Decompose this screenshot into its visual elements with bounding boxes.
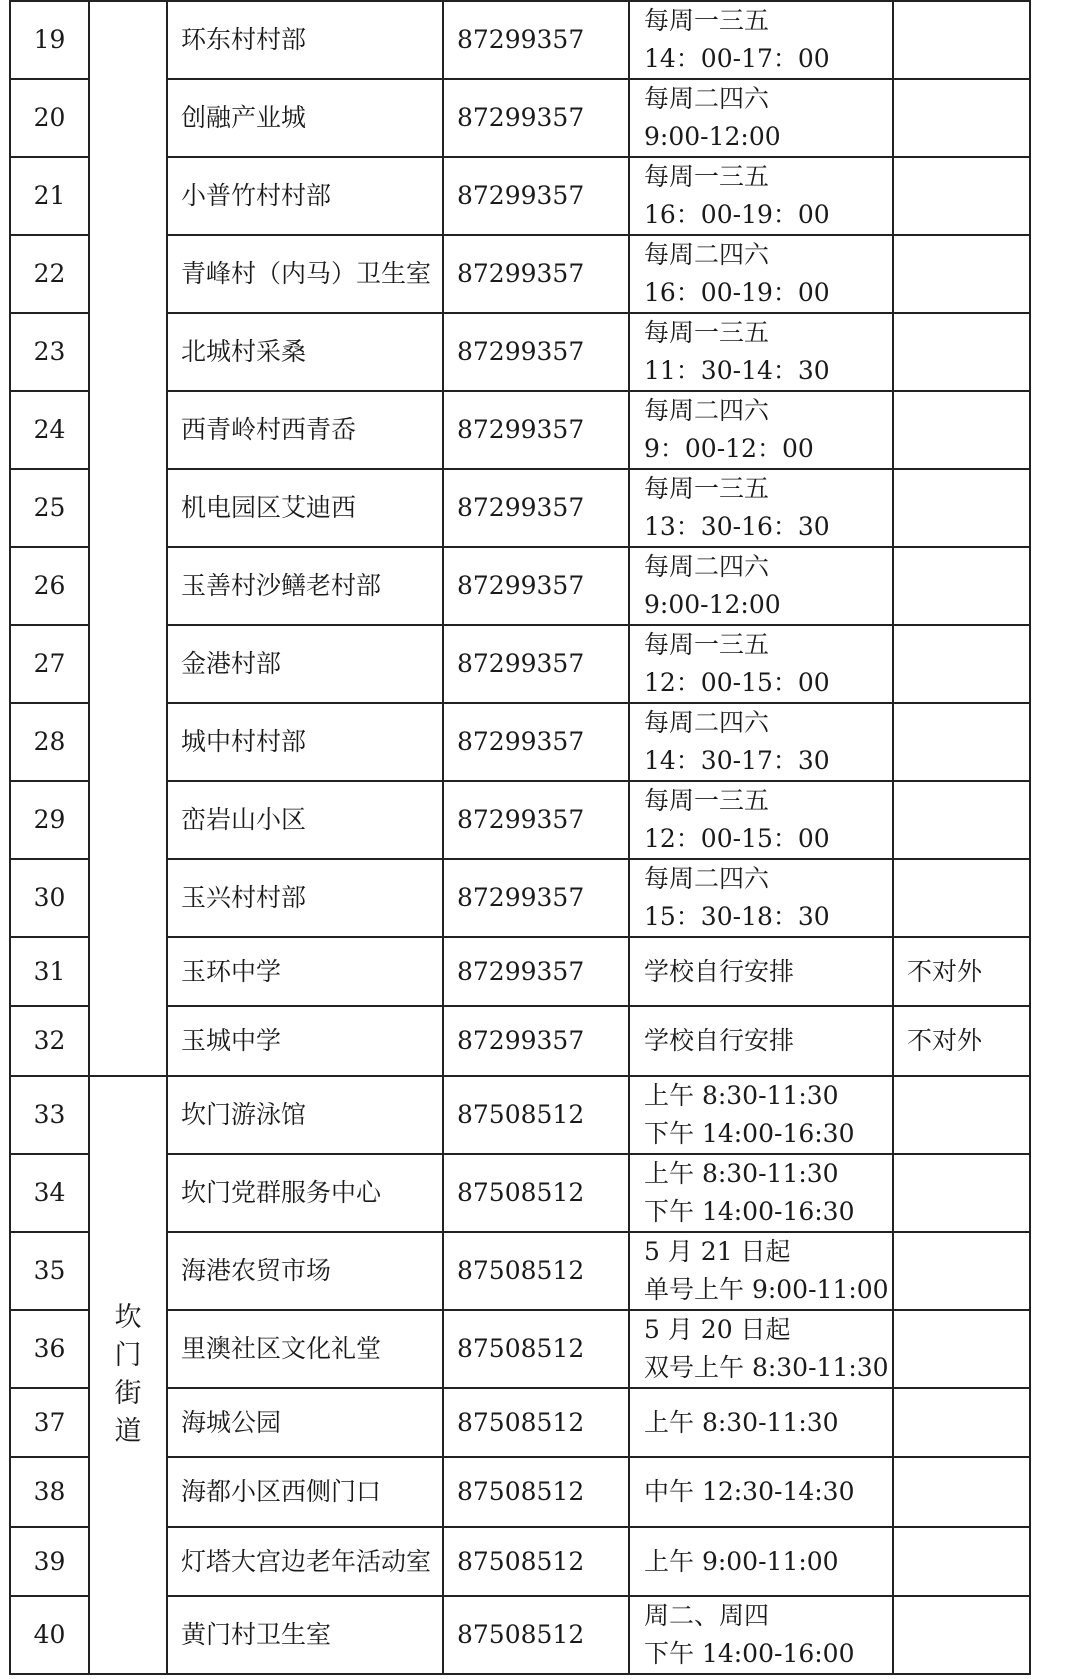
phone-number: 87299357: [443, 391, 629, 469]
street-name: 坎门街道: [114, 1302, 142, 1447]
remark: [893, 781, 1030, 859]
remark: [893, 625, 1030, 703]
row-number: 39: [10, 1527, 89, 1596]
row-number: 24: [10, 391, 89, 469]
service-time-line: 5 月 21 日起: [644, 1237, 791, 1266]
service-time-line: 每周一三五: [644, 630, 770, 659]
phone-number: 87299357: [443, 937, 629, 1006]
site-name: 灯塔大宫边老年活动室: [167, 1527, 443, 1596]
service-time-line: 上午 9:00-11:00: [644, 1546, 839, 1576]
remark: [893, 1388, 1030, 1457]
service-time-line: 每周二四六: [644, 84, 770, 113]
row-number: 35: [10, 1232, 89, 1310]
service-time: [629, 1388, 893, 1457]
row-number: 38: [10, 1457, 89, 1527]
service-time: [629, 1076, 893, 1154]
site-name: 北城村采桑: [167, 313, 443, 391]
remark: [893, 235, 1030, 313]
service-time-line: 14：00-17：00: [644, 44, 830, 73]
service-time: [629, 1, 893, 79]
row-number: 23: [10, 313, 89, 391]
remark: [893, 1154, 1030, 1232]
service-time-line: 每周二四六: [644, 864, 770, 893]
phone-number: 87299357: [443, 703, 629, 781]
row-number: 28: [10, 703, 89, 781]
service-time-line: 上午 8:30-11:30: [644, 1081, 839, 1110]
row-number: 21: [10, 157, 89, 235]
remark: [893, 1232, 1030, 1310]
service-time: [629, 1232, 893, 1310]
service-time-line: 下午 14:00-16:30: [644, 1119, 855, 1148]
row-number: 19: [10, 1, 89, 79]
service-time-line: 下午 14:00-16:30: [644, 1197, 855, 1226]
service-time-line: 11：30-14：30: [644, 356, 830, 385]
remark: [893, 703, 1030, 781]
service-time: [629, 391, 893, 469]
site-name: 玉兴村村部: [167, 859, 443, 937]
service-time-line: 12：00-15：00: [644, 824, 830, 853]
site-name: 玉善村沙鳝老村部: [167, 547, 443, 625]
service-time: [629, 469, 893, 547]
table-row: [10, 1076, 1030, 1154]
site-name: 海港农贸市场: [167, 1232, 443, 1310]
remark: [893, 1076, 1030, 1154]
site-name: 坎门党群服务中心: [167, 1154, 443, 1232]
service-time: [629, 1006, 893, 1076]
remark: [893, 547, 1030, 625]
site-name: 玉环中学: [167, 937, 443, 1006]
service-time-line: 单号上午 9:00-11:00: [644, 1275, 889, 1304]
site-name: 坎门游泳馆: [167, 1076, 443, 1154]
remark: 不对外: [893, 937, 1030, 1006]
phone-number: 87299357: [443, 625, 629, 703]
remark: [893, 79, 1030, 157]
row-number: 31: [10, 937, 89, 1006]
site-name: 海都小区西侧门口: [167, 1457, 443, 1527]
site-name: 城中村村部: [167, 703, 443, 781]
site-name: 小普竹村村部: [167, 157, 443, 235]
service-time-line: 上午 8:30-11:30: [644, 1159, 839, 1188]
remark: [893, 313, 1030, 391]
service-time: [629, 157, 893, 235]
service-time-line: 每周二四六: [644, 396, 770, 425]
phone-number: 87508512: [443, 1076, 629, 1154]
phone-number: 87299357: [443, 469, 629, 547]
phone-number: 87508512: [443, 1154, 629, 1232]
service-time: [629, 547, 893, 625]
service-time: [629, 1457, 893, 1527]
service-time-line: 每周一三五: [644, 6, 770, 35]
site-name: 峦岩山小区: [167, 781, 443, 859]
service-time: [629, 859, 893, 937]
remark: [893, 1, 1030, 79]
street-cell: [89, 1076, 167, 1674]
service-time-line: 每周二四六: [644, 708, 770, 737]
service-time: [629, 625, 893, 703]
phone-number: 87508512: [443, 1457, 629, 1527]
table-row: [10, 1, 1030, 79]
table-body: [10, 1, 1030, 1674]
service-time-line: 13：30-16：30: [644, 512, 830, 541]
site-name: 创融产业城: [167, 79, 443, 157]
service-time: [629, 1310, 893, 1388]
site-name: 青峰村（内马）卫生室: [167, 235, 443, 313]
phone-number: 87299357: [443, 1006, 629, 1076]
phone-number: 87508512: [443, 1232, 629, 1310]
service-time: [629, 1154, 893, 1232]
row-number: 30: [10, 859, 89, 937]
service-time-line: 9：00-12：00: [644, 434, 814, 463]
service-time: [629, 937, 893, 1006]
service-time-line: 15：30-18：30: [644, 902, 830, 931]
site-name: 环东村村部: [167, 1, 443, 79]
service-time-line: 每周一三五: [644, 162, 770, 191]
row-number: 33: [10, 1076, 89, 1154]
phone-number: 87299357: [443, 157, 629, 235]
row-number: 34: [10, 1154, 89, 1232]
phone-number: 87299357: [443, 235, 629, 313]
service-time-line: 下午 14:00-16:00: [644, 1639, 855, 1668]
remark: [893, 1310, 1030, 1388]
service-time-line: 每周二四六: [644, 240, 770, 269]
service-time-line: 16：00-19：00: [644, 278, 830, 307]
phone-number: 87299357: [443, 781, 629, 859]
remark: [893, 1457, 1030, 1527]
remark: [893, 157, 1030, 235]
row-number: 22: [10, 235, 89, 313]
street-cell: [89, 1, 167, 1076]
site-name: 黄门村卫生室: [167, 1596, 443, 1674]
phone-number: 87508512: [443, 1527, 629, 1596]
service-time-line: 周二、周四: [644, 1601, 770, 1630]
site-name: 金港村部: [167, 625, 443, 703]
service-time-line: 中午 12:30-14:30: [644, 1477, 855, 1506]
service-time-line: 每周二四六: [644, 552, 770, 581]
phone-number: 87299357: [443, 313, 629, 391]
service-time-line: 双号上午 8:30-11:30: [644, 1353, 889, 1382]
site-name: 玉城中学: [167, 1006, 443, 1076]
remark: [893, 859, 1030, 937]
phone-number: 87299357: [443, 859, 629, 937]
remark: [893, 469, 1030, 547]
row-number: 32: [10, 1006, 89, 1076]
row-number: 26: [10, 547, 89, 625]
row-number: 20: [10, 79, 89, 157]
site-name: 机电园区艾迪西: [167, 469, 443, 547]
service-time-line: 上午 8:30-11:30: [644, 1407, 839, 1437]
site-name: 海城公园: [167, 1388, 443, 1457]
service-time-line: 9:00-12:00: [644, 590, 781, 619]
row-number: 40: [10, 1596, 89, 1674]
service-time-line: 每周一三五: [644, 474, 770, 503]
service-time-line: 每周一三五: [644, 786, 770, 815]
phone-number: 87508512: [443, 1596, 629, 1674]
remark: 不对外: [893, 1006, 1030, 1076]
vaccination-site-table: [9, 0, 1031, 1675]
service-time: [629, 235, 893, 313]
service-time-line: 14：30-17：30: [644, 746, 830, 775]
site-name: 里澳社区文化礼堂: [167, 1310, 443, 1388]
phone-number: 87508512: [443, 1388, 629, 1457]
row-number: 37: [10, 1388, 89, 1457]
phone-number: 87299357: [443, 547, 629, 625]
service-time: [629, 1596, 893, 1674]
service-time-line: 16：00-19：00: [644, 200, 830, 229]
service-time-line: 每周一三五: [644, 318, 770, 347]
site-name: 西青岭村西青岙: [167, 391, 443, 469]
service-time-line: 5 月 20 日起: [644, 1315, 791, 1344]
phone-number: 87299357: [443, 79, 629, 157]
service-time-line: 学校自行安排: [644, 956, 795, 986]
service-time: [629, 313, 893, 391]
remark: [893, 391, 1030, 469]
service-time: [629, 781, 893, 859]
service-time-line: 学校自行安排: [644, 1026, 795, 1055]
remark: [893, 1596, 1030, 1674]
remark: [893, 1527, 1030, 1596]
row-number: 25: [10, 469, 89, 547]
row-number: 36: [10, 1310, 89, 1388]
service-time: [629, 1527, 893, 1596]
row-number: 29: [10, 781, 89, 859]
row-number: 27: [10, 625, 89, 703]
phone-number: 87299357: [443, 1, 629, 79]
phone-number: 87508512: [443, 1310, 629, 1388]
service-time-line: 9:00-12:00: [644, 122, 781, 151]
service-time-line: 12：00-15：00: [644, 668, 830, 697]
service-time: [629, 703, 893, 781]
service-time: [629, 79, 893, 157]
